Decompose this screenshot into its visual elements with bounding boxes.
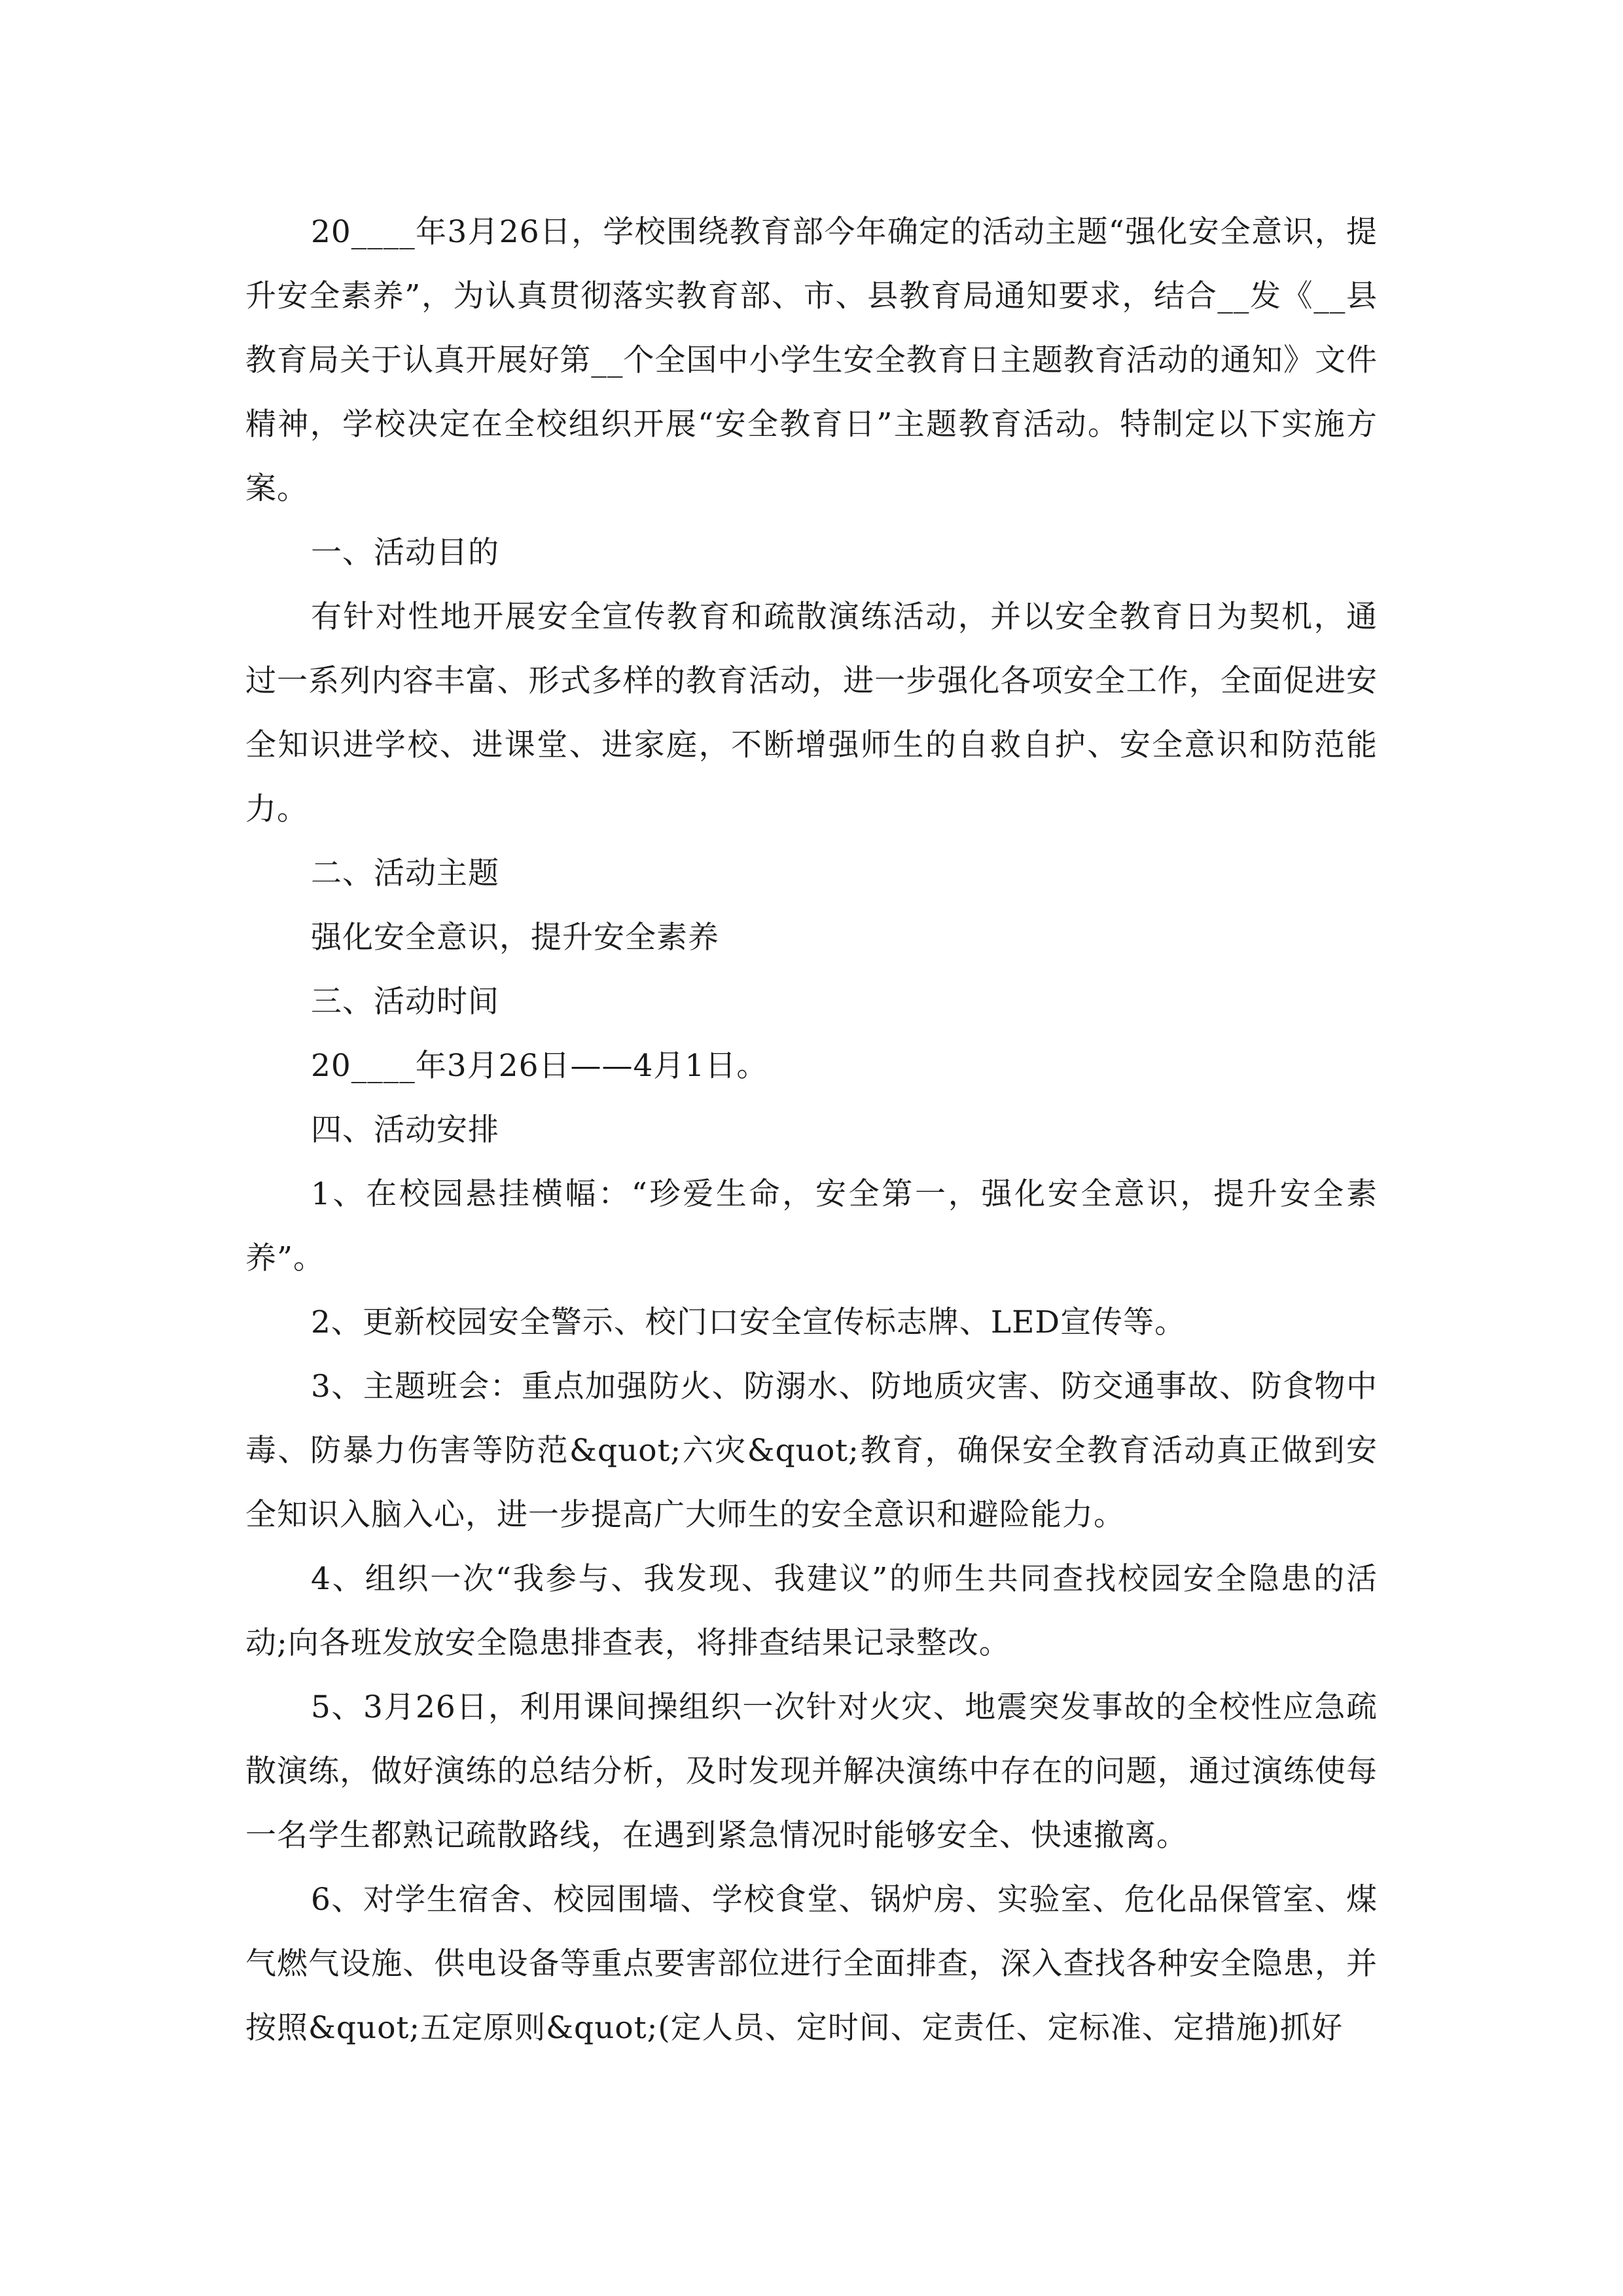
section-heading-theme: 二、活动主题 [311,855,499,891]
paragraph-purpose: 有针对性地开展安全宣传教育和疏散演练活动，并以安全教育日为契机，通过一系列内容丰富、形式多样的教育活动，进一步强化各项安全工作，全面促进安全知识进学校、进课堂、进家庭，不断增强师生的自救自护、安全意识和防范能力。 [245,599,1378,827]
list-item: 4、组织一次“我参与、我发现、我建议”的师生共同查找校园安全隐患的活动;向各班发放安全隐患排查表，将排查结果记录整改。 [245,1561,1378,1661]
section-heading-purpose: 一、活动目的 [311,535,499,571]
list-item: 3、主题班会：重点加强防火、防溺水、防地质灾害、防交通事故、防食物中毒、防暴力伤害等防范&quot;六灾&quot;教育，确保安全教育活动真正做到安全知识入脑入心，进一步提高广大师生的安全意识和避险能力。 [245,1369,1378,1533]
paragraph-theme: 强化安全意识，提升安全素养 [311,920,719,956]
list-item: 1、在校园悬挂横幅：“珍爱生命，安全第一，强化安全意识，提升安全素养”。 [245,1176,1378,1276]
list-item: 6、对学生宿舍、校园围墙、学校食堂、锅炉房、实验室、危化品保管室、煤气燃气设施、供电设备等重点要害部位进行全面排查，深入查找各种安全隐患，并按照&quot;五定原则&quot;(定人员、定时间、定责任、定标准、定措施)抓好 [245,1882,1378,2046]
list-item: 5、3月26日，利用课间操组织一次针对火灾、地震突发事故的全校性应急疏散演练，做好演练的总结分析，及时发现并解决演练中存在的问题，通过演练使每一名学生都熟记疏散路线，在遇到紧急情况时能够安全、快速撤离。 [245,1689,1378,1854]
list-item: 2、更新校园安全警示、校门口安全宣传标志牌、LED宣传等。 [311,1304,1186,1340]
paragraph-intro: 20____年3月26日，学校围绕教育部今年确定的活动主题“强化安全意识，提升安全素养”，为认真贯彻落实教育部、市、县教育局通知要求，结合__发《__县教育局关于认真开展好第__个全国中小学生安全教育日主题教育活动的通知》文件精神，学校决定在全校组织开展“安全教育日”主题教育活动。特制定以下实施方案。 [245,214,1378,507]
section-heading-arrangement: 四、活动安排 [311,1112,499,1148]
section-heading-time: 三、活动时间 [311,984,499,1020]
document-body [245,200,1378,2060]
paragraph-time: 20____年3月26日——4月1日。 [311,1048,768,1084]
